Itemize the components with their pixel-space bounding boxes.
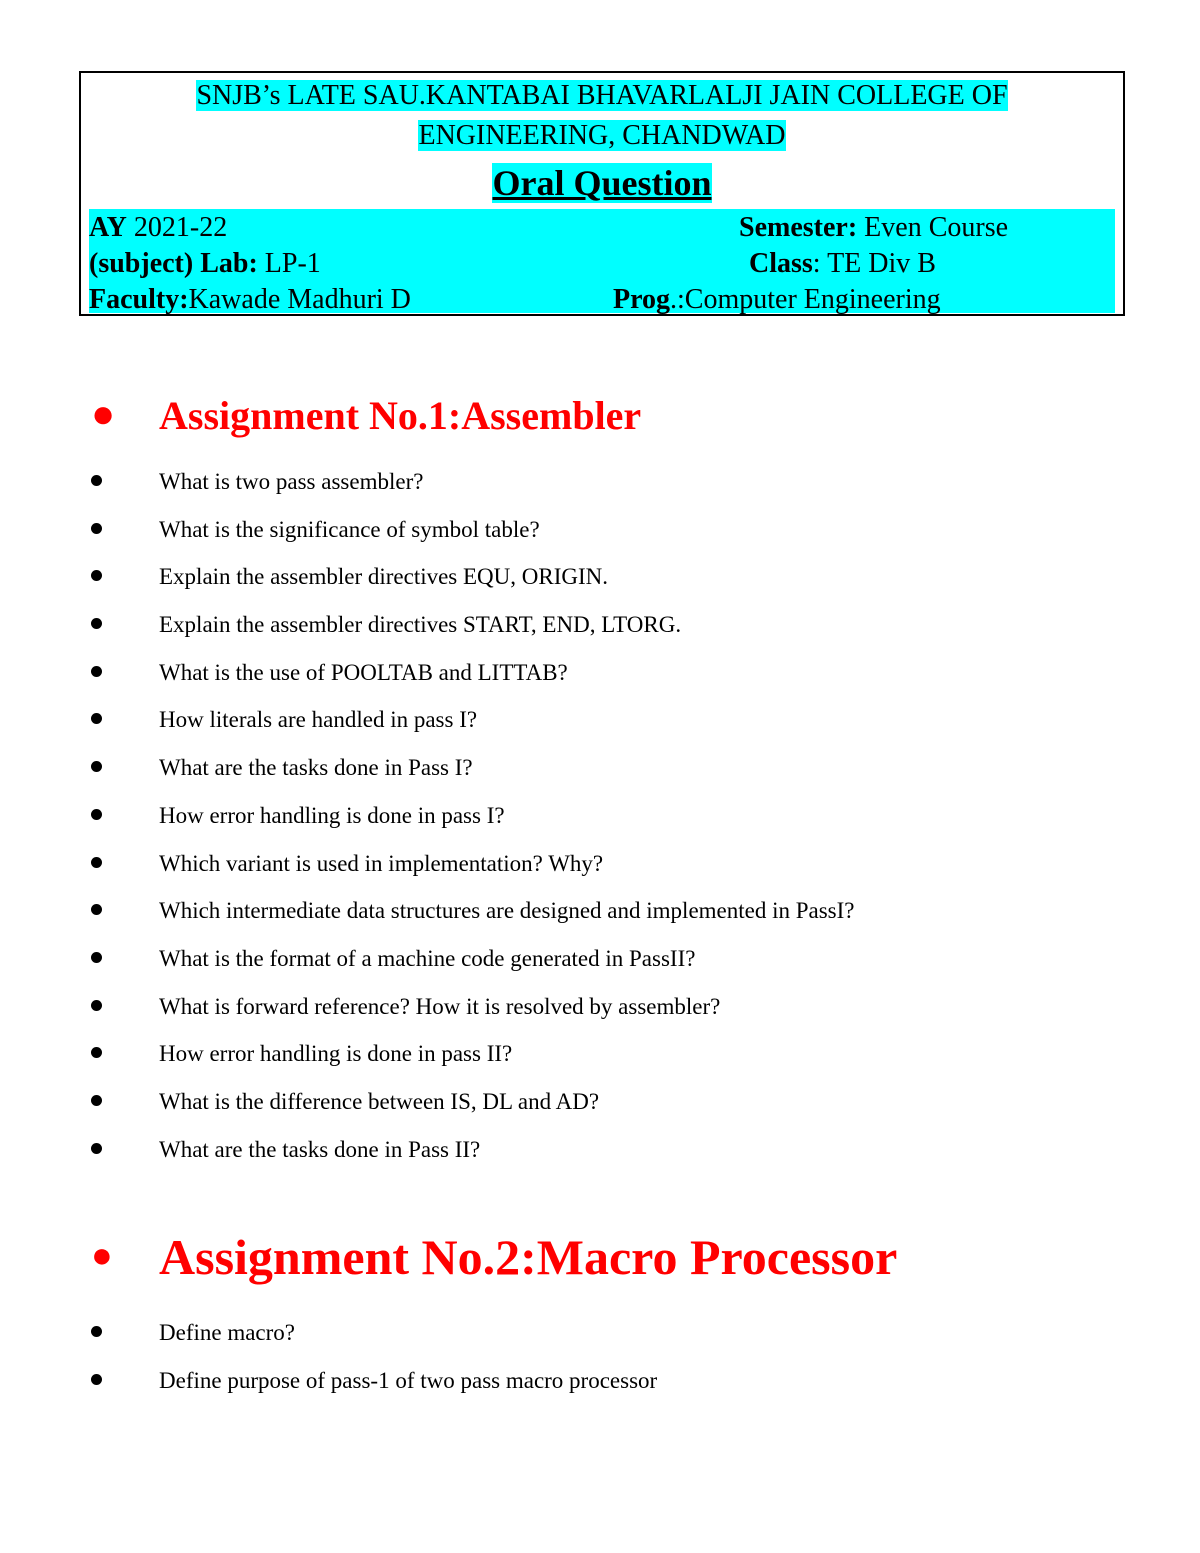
bullet-icon: [91, 1095, 102, 1106]
question-text: What is the format of a machine code generated in PassII?: [159, 945, 696, 971]
question-text: How error handling is done in pass I?: [159, 802, 505, 828]
bullet-icon: [91, 618, 102, 629]
bullet-icon: [91, 475, 102, 486]
question-item: [87, 897, 1137, 945]
question-item: [87, 754, 1137, 802]
course-info-block: [89, 209, 1115, 313]
faculty: Faculty:Kawade Madhuri D: [89, 284, 411, 315]
question-text: What are the tasks done in Pass I?: [159, 755, 473, 781]
bullet-icon: [91, 1326, 102, 1337]
bullet-icon: [91, 809, 102, 820]
question-text: What is forward reference? How it is resolved by assembler?: [159, 993, 721, 1019]
question-text: Define macro?: [159, 1320, 296, 1345]
question-text: What is the difference between IS, DL and AD?: [159, 1088, 600, 1114]
bullet-icon: ●: [91, 1235, 113, 1275]
question-item: [87, 516, 1137, 564]
question-text: Explain the assembler directives EQU, ORIGIN.: [159, 564, 609, 590]
question-item: [87, 1319, 1137, 1367]
program: Prog.:Computer Engineering: [613, 284, 941, 315]
college-name-line-2: ENGINEERING, CHANDWAD: [418, 120, 786, 151]
section-heading-assignment-1: ● Assignment No.1:Assembler: [91, 391, 642, 438]
question-item: [87, 1136, 1137, 1184]
question-text: Which variant is used in implementation? Why?: [159, 850, 604, 876]
question-item: [87, 945, 1137, 993]
question-text: How literals are handled in pass I?: [159, 707, 478, 733]
bullet-icon: [91, 1047, 102, 1058]
question-text: What is the significance of symbol table?: [159, 516, 540, 542]
question-item: [87, 993, 1137, 1041]
section-heading-assignment-2: ● Assignment No.2:Macro Processor: [91, 1229, 898, 1285]
question-text: What is two pass assembler?: [159, 469, 424, 494]
subject-lab: (subject) Lab: LP-1: [89, 248, 321, 279]
question-text: Explain the assembler directives START, END, LTORG.: [159, 612, 682, 638]
question-item: [87, 659, 1137, 707]
question-item: [87, 468, 1137, 516]
bullet-icon: [91, 1000, 102, 1011]
question-item: [87, 850, 1137, 898]
bullet-icon: [91, 857, 102, 868]
question-text: Which intermediate data structures are designed and implemented in PassI?: [159, 898, 855, 924]
question-list-assignment-2: [87, 1319, 1137, 1414]
question-text: How error handling is done in pass II?: [159, 1041, 513, 1067]
bullet-icon: [91, 1374, 102, 1385]
question-item: [87, 563, 1137, 611]
question-list-assignment-1: [87, 468, 1137, 1183]
bullet-icon: [91, 1143, 102, 1154]
question-item: [87, 1040, 1137, 1088]
bullet-icon: ●: [91, 391, 116, 436]
question-item: [87, 802, 1137, 850]
bullet-icon: [91, 523, 102, 534]
question-text: What are the tasks done in Pass II?: [159, 1136, 481, 1162]
question-text: Define purpose of pass-1 of two pass macro processor: [159, 1367, 658, 1393]
question-item: [87, 1367, 1137, 1415]
header-box: [79, 71, 1125, 316]
bullet-icon: [91, 713, 102, 724]
question-item: [87, 1088, 1137, 1136]
page-title: Oral Question: [492, 163, 712, 203]
question-text: What is the use of POOLTAB and LITTAB?: [159, 659, 568, 685]
class-info: Class: TE Div B: [749, 248, 936, 279]
academic-year: AY 2021-22: [89, 212, 228, 243]
bullet-icon: [91, 904, 102, 915]
bullet-icon: [91, 666, 102, 677]
question-item: [87, 611, 1137, 659]
bullet-icon: [91, 952, 102, 963]
bullet-icon: [91, 570, 102, 581]
bullet-icon: [91, 761, 102, 772]
college-name-line-1: SNJB’s LATE SAU.KANTABAI BHAVARLALJI JAIN COLLEGE OF: [196, 80, 1008, 111]
semester: Semester: Even Course: [739, 212, 1009, 243]
question-item: [87, 706, 1137, 754]
